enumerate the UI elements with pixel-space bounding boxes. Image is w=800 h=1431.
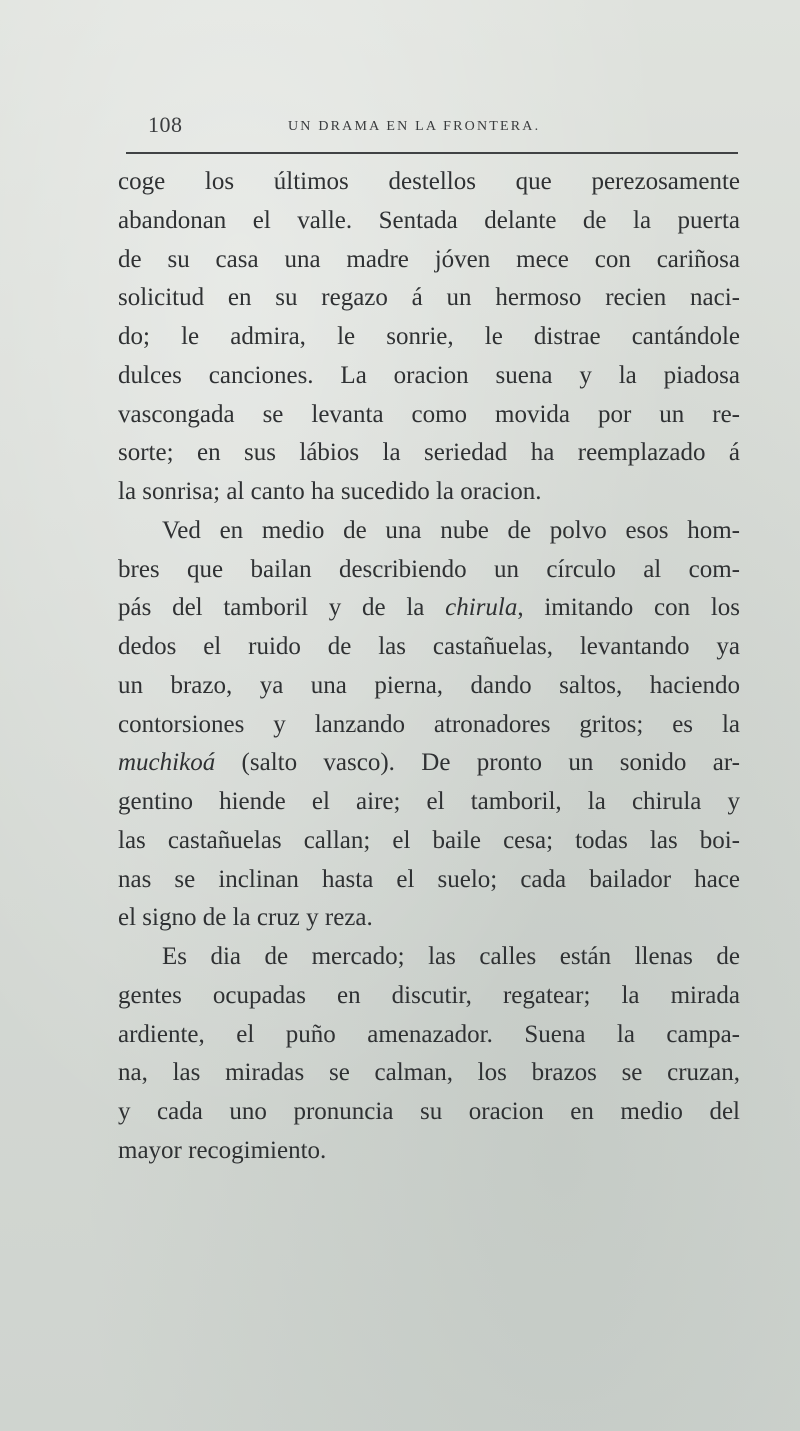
running-title: UN DRAMA EN LA FRONTERA. — [288, 119, 541, 134]
italic-term: muchikoá — [118, 749, 216, 777]
text-line: y cada uno pronuncia su oracion en medio del — [118, 1098, 740, 1125]
italic-term: chirula — [445, 594, 518, 622]
paragraph-last-line: la sonrisa; al canto ha sucedido la oracion. — [118, 478, 542, 505]
text-line: sorte; en sus lábios la seriedad ha reemplazado á — [118, 439, 740, 467]
text-line: dedos el ruido de las castañuelas, levantando ya — [118, 633, 740, 660]
paragraph-first-line: Ved en medio de una nube de polvo esos hom- — [162, 516, 740, 544]
text-line: gentes ocupadas en discutir, regatear; la mirada — [118, 981, 740, 1009]
text-line: dulces canciones. La oracion suena y la piadosa — [118, 361, 740, 389]
text-line: na, las miradas se calman, los brazos se cruzan, — [118, 1059, 740, 1087]
text-line: pás del tamboril y de la chirula, imitando con los — [118, 594, 740, 622]
paragraph-last-line: el signo de la cruz y reza. — [118, 904, 373, 932]
paragraph-last-line: mayor recogimiento. — [118, 1136, 327, 1164]
text-line: contorsiones y lanzando atronadores gritos; es la — [118, 710, 740, 738]
text-line: las castañuelas callan; el baile cesa; todas las boi- — [118, 826, 740, 854]
text-line: vascongada se levanta como movida por un re- — [118, 400, 740, 428]
text-line: coge los últimos destellos que perezosamente — [118, 168, 740, 195]
text-line: solicitud en su regazo á un hermoso recien naci- — [118, 284, 740, 312]
text-line: gentino hiende el aire; el tamboril, la chirula y — [118, 788, 740, 815]
text-line: do; le admira, le sonrie, le distrae cantándole — [118, 323, 740, 350]
paragraph-first-line: Es dia de mercado; las calles están llenas de — [162, 943, 740, 970]
text-line: ardiente, el puño amenazador. Suena la campa- — [118, 1020, 740, 1048]
text-line: muchikoá (salto vasco). De pronto un sonido ar- — [118, 749, 740, 777]
page-header — [148, 112, 748, 142]
body-text — [118, 163, 740, 1171]
page-number: 108 — [148, 112, 183, 137]
text-line: de su casa una madre jóven mece con cariñosa — [118, 245, 740, 273]
text-line: un brazo, ya una pierna, dando saltos, haciendo — [118, 671, 740, 699]
header-rule — [126, 152, 738, 154]
text-line: nas se inclinan hasta el suelo; cada bailador hace — [118, 865, 740, 893]
text-line: abandonan el valle. Sentada delante de la puerta — [118, 206, 740, 234]
text-line: bres que bailan describiendo un círculo al com- — [118, 555, 740, 583]
